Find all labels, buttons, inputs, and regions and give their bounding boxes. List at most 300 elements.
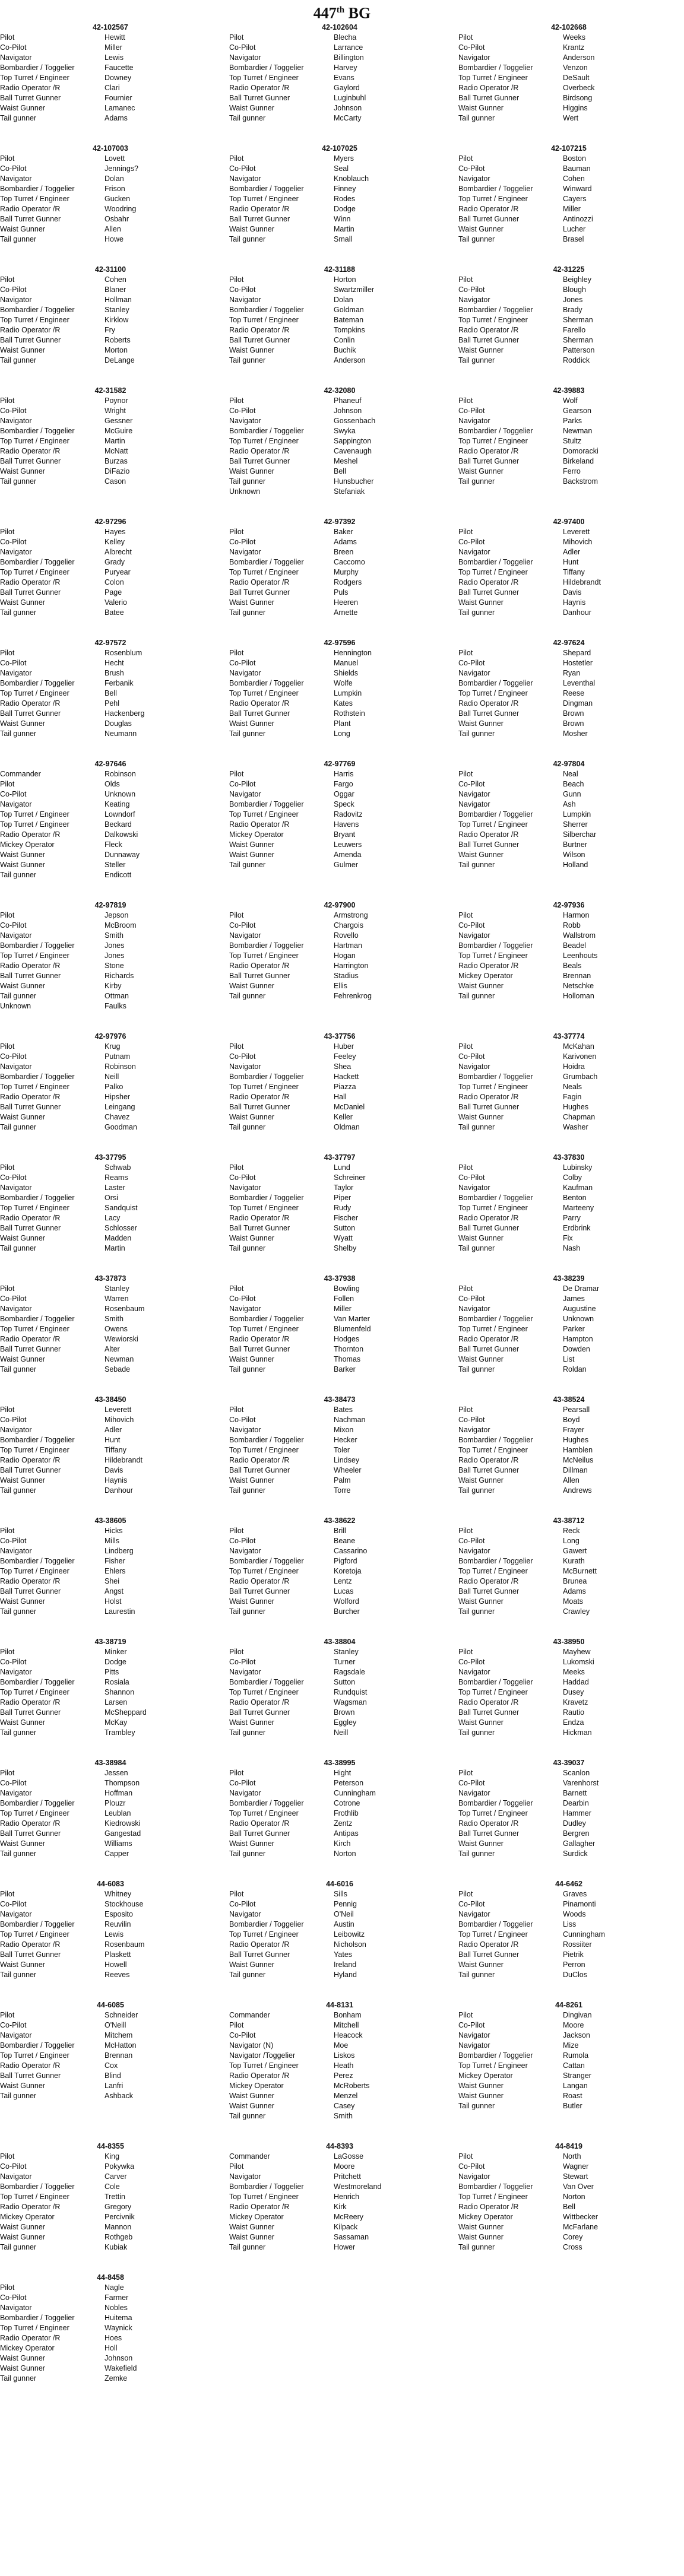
- crew-member-name: Gangestad: [104, 1829, 141, 1838]
- crew-row: [458, 275, 684, 285]
- crew-row: [458, 2020, 684, 2031]
- crew-row: [229, 1243, 455, 1254]
- crew-row: [458, 1839, 684, 1849]
- crew-position: Radio Operator /R: [0, 1335, 61, 1343]
- crew-position: Bombardier / Toggelier: [0, 1557, 75, 1565]
- crew-position: Co-Pilot: [229, 1052, 256, 1061]
- crew-member-name: Holloman: [563, 992, 594, 1000]
- crew-member-name: Grady: [104, 558, 125, 566]
- crew-row: [458, 2192, 684, 2202]
- crew-member-name: Smith: [334, 2112, 353, 2120]
- crew-row: [458, 345, 684, 356]
- aircraft-header: [458, 1879, 684, 1889]
- crew-position: Radio Operator /R: [229, 1819, 290, 1828]
- crew-member-name: Faulks: [104, 1002, 126, 1010]
- crew-row: [0, 1455, 226, 1465]
- crew-member-name: Gregory: [104, 2203, 132, 2211]
- crew-member-name: Knoblauch: [334, 175, 369, 183]
- crew-position: Pilot: [0, 1527, 15, 1535]
- crew-member-name: Kelley: [104, 538, 125, 546]
- aircraft-card: [229, 1637, 455, 1738]
- crew-member-name: Angst: [104, 1587, 124, 1595]
- aircraft-header: [229, 2142, 455, 2152]
- crew-row: [458, 1587, 684, 1597]
- crew-position: Radio Operator /R: [0, 962, 61, 970]
- aircraft-serial: 42-102668: [551, 23, 587, 31]
- crew-row: [0, 446, 226, 456]
- crew-row: [458, 1042, 684, 1052]
- crew-position: Mickey Operator: [229, 830, 284, 839]
- crew-position: Navigator: [0, 1910, 32, 1918]
- crew-member-name: Dolan: [334, 296, 353, 304]
- crew-row: [458, 547, 684, 557]
- crew-position: Pilot: [458, 33, 473, 42]
- crew-row: [229, 941, 455, 951]
- crew-position: Waist Gunner: [229, 1476, 274, 1484]
- aircraft-card: [229, 1153, 455, 1254]
- crew-row: [0, 1223, 226, 1233]
- crew-position: Radio Operator /R: [229, 84, 290, 92]
- aircraft-card: [458, 517, 684, 618]
- crew-member-name: Kates: [334, 699, 353, 708]
- crew-row: [229, 820, 455, 830]
- crew-row: [229, 1566, 455, 1576]
- crew-member-name: Ehlers: [104, 1567, 126, 1575]
- crew-row: [458, 2061, 684, 2071]
- crew-position: Pilot: [0, 911, 15, 919]
- crew-member-name: Haynis: [563, 598, 586, 607]
- crew-member-name: Woods: [563, 1910, 586, 1918]
- crew-row: [229, 1839, 455, 1849]
- crew-position: Pilot: [229, 33, 244, 42]
- crew-position: Navigator: [229, 2172, 261, 2181]
- crew-row: [229, 2091, 455, 2101]
- crew-position: Top Turret / Engineer: [458, 951, 528, 960]
- crew-member-name: Keller: [334, 1113, 353, 1121]
- crew-member-name: Bowling: [334, 1284, 360, 1293]
- crew-position: Ball Turret Gunner: [458, 1466, 520, 1474]
- crew-row: [0, 1102, 226, 1112]
- crew-member-name: Beach: [563, 780, 584, 788]
- crew-position: Radio Operator /R: [458, 1819, 519, 1828]
- crew-row: [458, 2182, 684, 2192]
- crew-position: Waist Gunner: [458, 1960, 504, 1969]
- crew-position: Co-Pilot: [229, 407, 256, 415]
- crew-row: [458, 2152, 684, 2162]
- crew-member-name: Cayers: [563, 195, 587, 203]
- crew-row: [0, 1465, 226, 1476]
- crew-row: [458, 689, 684, 699]
- crew-member-name: Jones: [104, 941, 125, 950]
- crew-member-name: Buchik: [334, 346, 356, 354]
- crew-member-name: Havens: [334, 820, 359, 829]
- crew-row: [0, 1122, 226, 1132]
- crew-position: Tail gunner: [0, 1123, 37, 1131]
- crew-member-name: Wakefield: [104, 2364, 137, 2372]
- crew-position: Navigator: [229, 548, 261, 556]
- crew-member-name: Kirch: [334, 1839, 351, 1848]
- crew-position: Waist Gunner: [458, 1839, 504, 1848]
- crew-row: [229, 1052, 455, 1062]
- crew-position: Radio Operator /R: [0, 1214, 61, 1222]
- aircraft-card: [458, 638, 684, 739]
- crew-member-name: Lentz: [334, 1577, 352, 1585]
- crew-member-name: Rodgers: [334, 578, 362, 586]
- crew-row: [229, 416, 455, 426]
- crew-position: Pilot: [0, 2283, 15, 2292]
- crew-member-name: Burcher: [334, 1607, 360, 1616]
- crew-position: Tail gunner: [229, 1607, 266, 1616]
- crew-position: Radio Operator /R: [229, 1940, 290, 1949]
- crew-member-name: Hight: [334, 1769, 352, 1777]
- crew-row: [0, 1677, 226, 1687]
- crew-position: Ball Turret Gunner: [229, 588, 290, 597]
- crew-position: Co-Pilot: [0, 790, 27, 798]
- crew-position: Radio Operator /R: [229, 205, 290, 213]
- aircraft-header: [458, 1516, 684, 1526]
- crew-row: [229, 1788, 455, 1798]
- crew-member-name: Wilson: [563, 851, 585, 859]
- crew-member-name: Parry: [563, 1214, 581, 1222]
- crew-row: [229, 1324, 455, 1334]
- crew-row: [0, 689, 226, 699]
- crew-row: [0, 1092, 226, 1102]
- crew-member-name: Kirby: [104, 982, 122, 990]
- crew-member-name: McBurnett: [563, 1567, 597, 1575]
- crew-position: Ball Turret Gunner: [229, 1950, 290, 1959]
- aircraft-header: [0, 1637, 226, 1647]
- crew-row: [0, 608, 226, 618]
- crew-position: Bombardier / Toggelier: [458, 1073, 533, 1081]
- crew-member-name: Shei: [104, 1577, 120, 1585]
- crew-member-name: Amenda: [334, 851, 362, 859]
- crew-member-name: Reck: [563, 1527, 580, 1535]
- crew-member-name: Ragsdale: [334, 1668, 365, 1676]
- crew-position: Top Turret / Engineer: [0, 1809, 69, 1817]
- crew-position: Waist Gunner: [229, 346, 274, 354]
- crew-member-name: Neumann: [104, 729, 137, 738]
- title-suffix: BG: [344, 4, 371, 22]
- crew-member-name: Smith: [104, 1315, 124, 1323]
- aircraft-header: [458, 1274, 684, 1284]
- crew-position: Tail gunner: [0, 356, 37, 364]
- crew-member-name: Hayes: [104, 528, 126, 536]
- crew-row: [229, 1163, 455, 1173]
- crew-row: [0, 184, 226, 194]
- crew-row: [229, 2172, 455, 2182]
- aircraft-serial: 42-97400: [553, 518, 585, 526]
- crew-member-name: DeLange: [104, 356, 135, 364]
- crew-member-name: Fisher: [104, 1557, 125, 1565]
- crew-member-name: Sutton: [334, 1224, 356, 1232]
- crew-row: [229, 53, 455, 63]
- crew-row: [229, 1082, 455, 1092]
- crew-member-name: McKay: [104, 1718, 128, 1727]
- crew-position: Commander: [229, 2152, 270, 2161]
- aircraft-serial: 43-38473: [324, 1395, 356, 1404]
- crew-member-name: Gucken: [104, 195, 131, 203]
- crew-member-name: Valerio: [104, 598, 127, 607]
- crew-row: [458, 1960, 684, 1970]
- crew-member-name: Manuel: [334, 659, 358, 667]
- crew-member-name: Larsen: [104, 1698, 128, 1706]
- aircraft-serial: 44-8131: [326, 2001, 353, 2009]
- crew-position: Ball Turret Gunner: [229, 336, 290, 344]
- crew-member-name: Surdick: [563, 1849, 588, 1858]
- crew-row: [0, 1849, 226, 1859]
- crew-position: Radio Operator /R: [0, 205, 61, 213]
- crew-member-name: Anderson: [563, 53, 595, 62]
- crew-position: Waist Gunner: [0, 1960, 45, 1969]
- crew-member-name: Boston: [563, 154, 586, 163]
- crew-row: [0, 1909, 226, 1920]
- crew-row: [458, 1698, 684, 1708]
- aircraft-serial: 43-39037: [553, 1759, 585, 1767]
- aircraft-serial: 43-37795: [94, 1153, 126, 1162]
- crew-row: [0, 1576, 226, 1587]
- crew-row: [458, 668, 684, 678]
- crew-row: [229, 1354, 455, 1365]
- crew-position: Ball Turret Gunner: [0, 1708, 61, 1717]
- crew-member-name: Fischer: [334, 1214, 358, 1222]
- crew-row: [229, 769, 455, 779]
- crew-member-name: Haddad: [563, 1678, 589, 1686]
- aircraft-serial: 42-31188: [324, 265, 356, 274]
- crew-row: [229, 1526, 455, 1536]
- crew-position: Bombardier / Toggelier: [458, 1194, 533, 1202]
- crew-row: [458, 325, 684, 335]
- crew-row: [229, 689, 455, 699]
- crew-member-name: Blough: [563, 285, 586, 294]
- aircraft-serial: 43-37830: [553, 1153, 585, 1162]
- crew-member-name: Stanley: [334, 1648, 359, 1656]
- crew-row: [0, 1788, 226, 1798]
- crew-position: Waist Gunner: [229, 1234, 274, 1242]
- crew-member-name: Dolan: [104, 175, 124, 183]
- crew-row: [458, 1223, 684, 1233]
- crew-member-name: Orsi: [104, 1194, 118, 1202]
- crew-position: Radio Operator /R: [458, 1093, 519, 1101]
- crew-member-name: Robb: [563, 921, 581, 929]
- crew-row: [0, 1415, 226, 1425]
- crew-member-name: Austin: [334, 1920, 354, 1928]
- crew-member-name: Sappington: [334, 437, 372, 445]
- crew-position: Pilot: [229, 154, 244, 163]
- crew-member-name: Ryan: [563, 669, 581, 677]
- crew-member-name: Dingman: [563, 699, 593, 708]
- aircraft-card: [458, 900, 684, 1001]
- crew-member-name: Johnson: [334, 104, 362, 112]
- crew-position: Co-Pilot: [458, 1173, 485, 1182]
- crew-position: Co-Pilot: [0, 1173, 27, 1182]
- crew-position: Top Turret / Engineer: [458, 2193, 528, 2201]
- crew-member-name: LaGosse: [334, 2152, 364, 2161]
- aircraft-header: [458, 265, 684, 275]
- crew-position: Tail gunner: [0, 2092, 37, 2100]
- crew-member-name: Gawert: [563, 1547, 587, 1555]
- crew-position: Ball Turret Gunner: [458, 709, 520, 718]
- crew-member-name: Mitchem: [104, 2031, 133, 2039]
- crew-row: [229, 1435, 455, 1445]
- crew-member-name: Parker: [563, 1325, 585, 1333]
- aircraft-card: [229, 144, 455, 245]
- crew-position: Navigator: [229, 1184, 261, 1192]
- crew-position: Pilot: [229, 1284, 244, 1293]
- crew-position: Radio Operator /R: [458, 2203, 519, 2211]
- crew-position: Co-Pilot: [458, 921, 485, 929]
- crew-row: [0, 2152, 226, 2162]
- crew-row: [0, 1294, 226, 1304]
- crew-row: [229, 2010, 455, 2020]
- crew-member-name: Bates: [334, 1406, 353, 1414]
- crew-member-name: Fagin: [563, 1093, 582, 1101]
- crew-row: [458, 305, 684, 315]
- crew-position: Mickey Operator: [229, 2213, 284, 2221]
- crew-row: [0, 598, 226, 608]
- aircraft-card: [458, 2142, 684, 2253]
- crew-row: [458, 154, 684, 164]
- aircraft-serial: 42-39883: [553, 386, 585, 395]
- crew-position: Waist Gunner: [229, 719, 274, 728]
- aircraft-card: [458, 1637, 684, 1738]
- crew-member-name: Harrington: [334, 962, 369, 970]
- aircraft-serial: 42-31582: [94, 386, 126, 395]
- crew-row: [229, 1657, 455, 1667]
- crew-row: [0, 1536, 226, 1546]
- crew-position: Ball Turret Gunner: [0, 1345, 61, 1353]
- crew-position: Ball Turret Gunner: [229, 215, 290, 223]
- crew-position: Mickey Operator: [0, 840, 55, 849]
- crew-member-name: Wolfe: [334, 679, 353, 687]
- crew-position: Waist Gunner: [0, 467, 45, 475]
- crew-row: [0, 2031, 226, 2041]
- crew-member-name: Lucas: [334, 1587, 354, 1595]
- crew-position: Pilot: [458, 911, 473, 919]
- aircraft-serial: 43-38984: [94, 1759, 126, 1767]
- crew-row: [458, 416, 684, 426]
- crew-row: [458, 1597, 684, 1607]
- crew-row: [229, 1425, 455, 1435]
- crew-row: [229, 2222, 455, 2232]
- crew-position: Top Turret / Engineer: [458, 689, 528, 697]
- aircraft-card: [0, 144, 226, 245]
- crew-member-name: Radovitz: [334, 810, 363, 819]
- crew-position: Co-Pilot: [458, 164, 485, 173]
- crew-member-name: Lumpkin: [563, 810, 591, 819]
- crew-position: Top Turret / Engineer: [0, 568, 69, 576]
- crew-row: [0, 1173, 226, 1183]
- crew-member-name: Winn: [334, 215, 351, 223]
- aircraft-serial: 42-97769: [324, 760, 356, 768]
- crew-member-name: Brennan: [563, 972, 591, 980]
- crew-member-name: Graves: [563, 1890, 587, 1898]
- crew-row: [458, 33, 684, 43]
- aircraft-serial: 42-107003: [93, 144, 128, 153]
- crew-position: Pilot: [0, 1406, 15, 1414]
- crew-member-name: Stanley: [104, 1284, 129, 1293]
- aircraft-header: [458, 2142, 684, 2152]
- crew-member-name: Finney: [334, 185, 356, 193]
- crew-position: Pilot: [458, 1648, 473, 1656]
- crew-row: [229, 1576, 455, 1587]
- crew-row: [458, 2010, 684, 2020]
- crew-row: [458, 2202, 684, 2212]
- crew-position: Radio Operator /R: [458, 326, 519, 334]
- crew-row: [229, 931, 455, 941]
- crew-member-name: Butler: [563, 2102, 582, 2110]
- crew-position: Pilot: [229, 2021, 244, 2029]
- crew-position: Top Turret / Engineer: [458, 1809, 528, 1817]
- crew-member-name: Kravetz: [563, 1698, 588, 1706]
- crew-member-name: Cohen: [104, 275, 126, 284]
- crew-position: Ball Turret Gunner: [458, 588, 520, 597]
- crew-member-name: O'Neill: [104, 2021, 126, 2029]
- crew-row: [458, 2162, 684, 2172]
- crew-position: Waist Gunner: [458, 2082, 504, 2090]
- crew-row: [229, 1667, 455, 1677]
- crew-member-name: Adler: [104, 1426, 122, 1434]
- crew-position: Pilot: [229, 1163, 244, 1172]
- crew-row: [0, 1435, 226, 1445]
- aircraft-card: [0, 1274, 226, 1375]
- crew-row: [0, 214, 226, 224]
- crew-position: Waist Gunner: [229, 2102, 274, 2110]
- crew-row: [229, 678, 455, 689]
- crew-row: [0, 1183, 226, 1193]
- crew-position: Radio Operator /R: [458, 1577, 519, 1585]
- crew-position: Radio Operator /R: [0, 84, 61, 92]
- crew-member-name: Plant: [334, 719, 351, 728]
- crew-member-name: Varenhorst: [563, 1779, 599, 1787]
- crew-member-name: Hoes: [104, 2334, 122, 2342]
- crew-position: Pilot: [0, 1890, 15, 1898]
- crew-row: [229, 1304, 455, 1314]
- crew-member-name: Martin: [104, 437, 125, 445]
- crew-member-name: Kaufman: [563, 1184, 593, 1192]
- crew-position: Tail gunner: [458, 1123, 495, 1131]
- crew-position: Pilot: [458, 528, 473, 536]
- crew-row: [0, 699, 226, 709]
- crew-position: Waist Gunner: [458, 2233, 504, 2241]
- crew-position: Radio Operator /R: [229, 578, 290, 586]
- crew-row: [229, 1809, 455, 1819]
- crew-position: Radio Operator /R: [0, 2334, 61, 2342]
- crew-position: Top Turret / Engineer: [0, 2193, 69, 2201]
- aircraft-header: [0, 638, 226, 648]
- crew-member-name: Wert: [563, 114, 579, 122]
- crew-position: Waist Gunner: [229, 1113, 274, 1121]
- crew-member-name: Lovett: [104, 154, 125, 163]
- crew-position: Pilot: [0, 1042, 15, 1051]
- crew-row: [458, 1526, 684, 1536]
- crew-row: [0, 1112, 226, 1122]
- crew-member-name: Whitney: [104, 1890, 132, 1898]
- crew-position: Waist Gunner: [229, 467, 274, 475]
- crew-position: Waist Gunner: [458, 598, 504, 607]
- crew-position: Tail gunner: [0, 1244, 37, 1252]
- crew-row: [0, 911, 226, 921]
- crew-member-name: Blumenfeld: [334, 1325, 371, 1333]
- crew-member-name: Mosher: [563, 729, 588, 738]
- aircraft-card: [0, 1637, 226, 1738]
- crew-row: [458, 1112, 684, 1122]
- aircraft-card: [0, 386, 226, 487]
- crew-row: [458, 719, 684, 729]
- crew-member-name: Tiffany: [104, 1446, 126, 1454]
- crew-row: [458, 1950, 684, 1960]
- aircraft-header: [0, 23, 226, 33]
- crew-member-name: Henrich: [334, 2193, 360, 2201]
